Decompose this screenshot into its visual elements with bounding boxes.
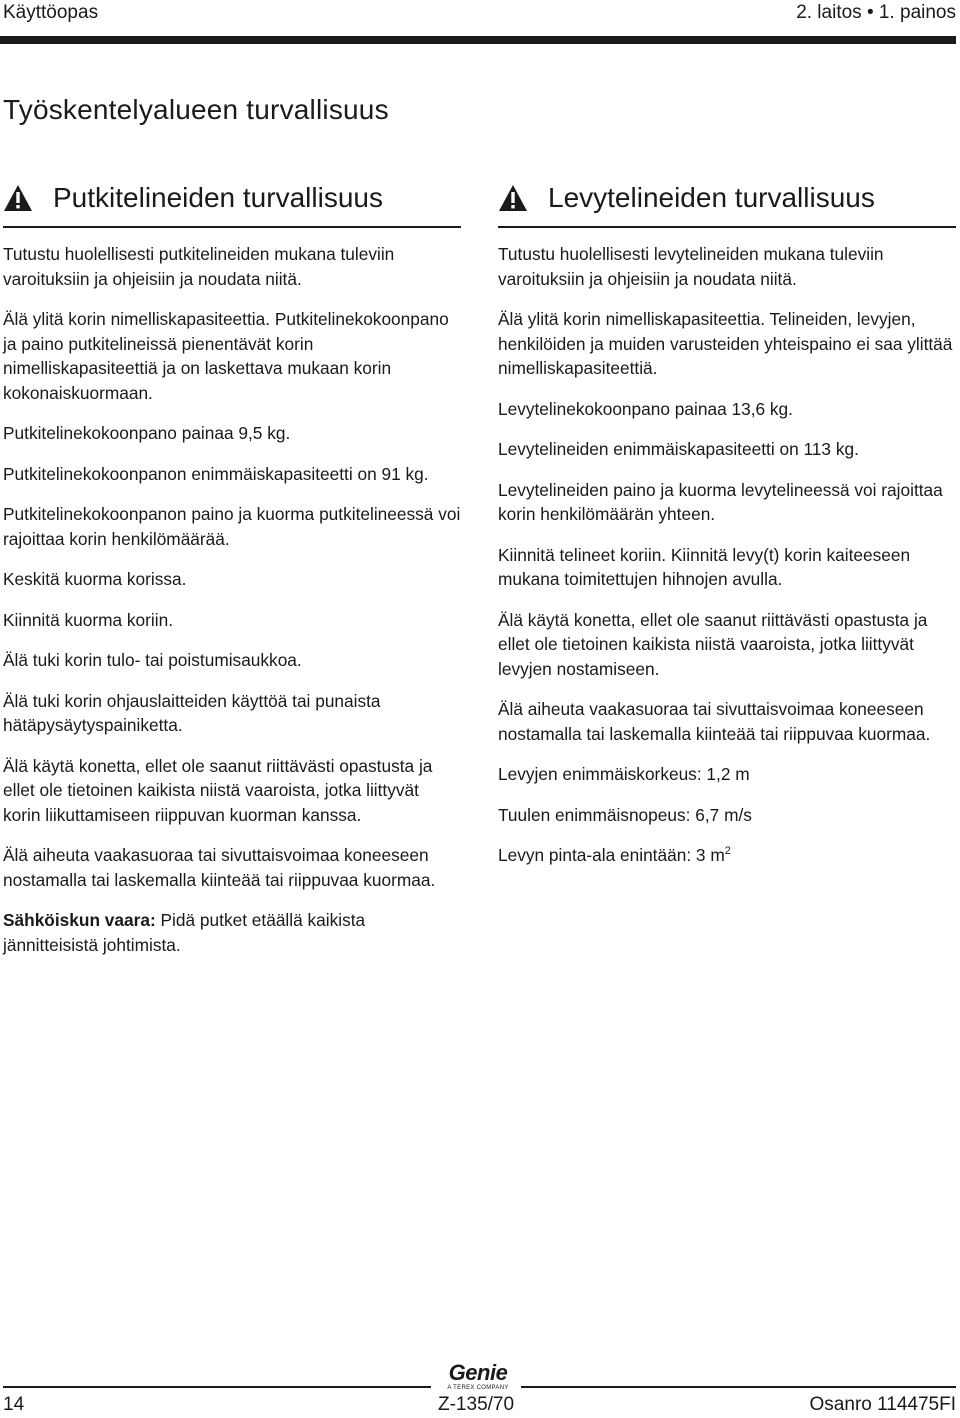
right-paragraph: Levytelineiden enimmäiskapasiteetti on 113 kg. bbox=[498, 439, 859, 459]
left-paragraph: Älä ylitä korin nimelliskapasiteettia. Putkitelinekokoonpano ja paino putkitelineissä pienentävät korin nimelliskapasiteettiä ja on laskettava mukaan korin kokonaiskuormaan. bbox=[3, 309, 449, 403]
hazard-label: Sähköiskun vaara: bbox=[3, 910, 156, 930]
logo-name: Genie bbox=[448, 1360, 508, 1385]
right-section-heading bbox=[498, 178, 956, 218]
left-paragraph: Putkitelinekokoonpanon paino ja kuorma putkitelineessä voi rajoittaa korin henkilömäärää. bbox=[3, 504, 461, 549]
area-text: Levyn pinta-ala enintään: 3 m bbox=[498, 845, 725, 865]
left-section-rule bbox=[3, 226, 461, 228]
warning-triangle-icon bbox=[498, 184, 528, 212]
left-paragraph: Tutustu huolellisesti putkitelineiden mukana tuleviin varoituksiin ja ohjeisiin ja noudata niitä. bbox=[3, 244, 395, 289]
part-number: Osanro 114475FI bbox=[809, 1394, 956, 1415]
left-column bbox=[3, 178, 461, 973]
board-area-limit bbox=[498, 843, 956, 868]
warning-triangle-icon bbox=[3, 184, 33, 212]
header-right: 2. laitos • 1. painos bbox=[796, 2, 956, 23]
left-paragraph: Keskitä kuorma korissa. bbox=[3, 569, 187, 589]
left-paragraph: Älä tuki korin tulo- tai poistumisaukkoa. bbox=[3, 650, 302, 670]
right-section-title: Levytelineiden turvallisuus bbox=[548, 182, 875, 213]
right-paragraph: Älä käytä konetta, ellet ole saanut riittävästi opastusta ja ellet ole tietoinen kaikista niistä vaaroista, jotka liittyvät levyjen nostamiseen. bbox=[498, 609, 928, 679]
left-paragraph: Kiinnitä kuorma koriin. bbox=[3, 609, 174, 630]
page-title: Työskentelyalueen turvallisuus bbox=[3, 94, 389, 125]
right-paragraph: Levyjen enimmäiskorkeus: 1,2 m bbox=[498, 764, 750, 784]
left-paragraph: Putkitelinekokoonpanon enimmäiskapasiteetti on 91 kg. bbox=[3, 463, 429, 484]
right-paragraph: Tutustu huolellisesti levytelineiden mukana tuleviin varoituksiin ja ohjeisiin ja noudata niitä. bbox=[498, 244, 884, 289]
right-section-rule bbox=[498, 226, 956, 228]
right-paragraph: Tuulen enimmäisnopeus: 6,7 m/s bbox=[498, 804, 752, 825]
right-paragraph: Älä ylitä korin nimelliskapasiteettia. Telineiden, levyjen, henkilöiden ja muiden varusteiden yhteispaino ei saa ylittää nimelliskapasiteettiä. bbox=[498, 309, 953, 378]
right-paragraph: Levytelineiden paino ja kuorma levytelineessä voi rajoittaa korin henkilömäärän yhteen. bbox=[498, 479, 943, 524]
left-section-title: Putkitelineiden turvallisuus bbox=[53, 182, 383, 213]
header-left: Käyttöopas bbox=[3, 2, 99, 23]
logo-tagline: A TEREX COMPANY bbox=[447, 1385, 509, 1391]
top-rule bbox=[0, 36, 956, 44]
left-paragraph: Putkitelinekokoonpano painaa 9,5 kg. bbox=[3, 423, 291, 443]
genie-logo bbox=[440, 1362, 516, 1392]
footer-rule-left bbox=[3, 1386, 431, 1388]
right-column bbox=[498, 178, 956, 884]
electrocution-hazard-note bbox=[3, 908, 461, 957]
left-paragraph: Älä tuki korin ohjauslaitteiden käyttöä tai punaista hätäpysäytyspainiketta. bbox=[3, 690, 381, 735]
model-number: Z-135/70 bbox=[438, 1394, 515, 1415]
right-paragraph: Älä aiheuta vaakasuoraa tai sivuttaisvoimaa koneeseen nostamalla tai laskemalla kiinteää tai riippuvaa kuormaa. bbox=[498, 699, 931, 744]
right-paragraph: Kiinnitä telineet koriin. Kiinnitä levy(t) korin kaiteeseen mukana toimitettujen hihnojen avulla. bbox=[498, 544, 911, 589]
page-number: 14 bbox=[3, 1394, 25, 1415]
left-section-heading bbox=[3, 178, 461, 218]
right-paragraph: Levytelinekokoonpano painaa 13,6 kg. bbox=[498, 398, 793, 419]
footer-rule-right bbox=[521, 1386, 956, 1388]
left-paragraph: Älä käytä konetta, ellet ole saanut riittävästi opastusta ja ellet ole tietoinen kaikista niistä vaaroista, jotka liittyvät korin liikuttamiseen riippuvan kuorman kanssa. bbox=[3, 755, 433, 825]
hazard-text: Pidä putket etäällä kaikista jännitteisistä johtimista. bbox=[3, 910, 366, 955]
left-paragraph: Älä aiheuta vaakasuoraa tai sivuttaisvoimaa koneeseen nostamalla tai laskemalla kiinteää tai riippuvaa kuormaa. bbox=[3, 845, 436, 890]
area-superscript: 2 bbox=[724, 845, 731, 857]
